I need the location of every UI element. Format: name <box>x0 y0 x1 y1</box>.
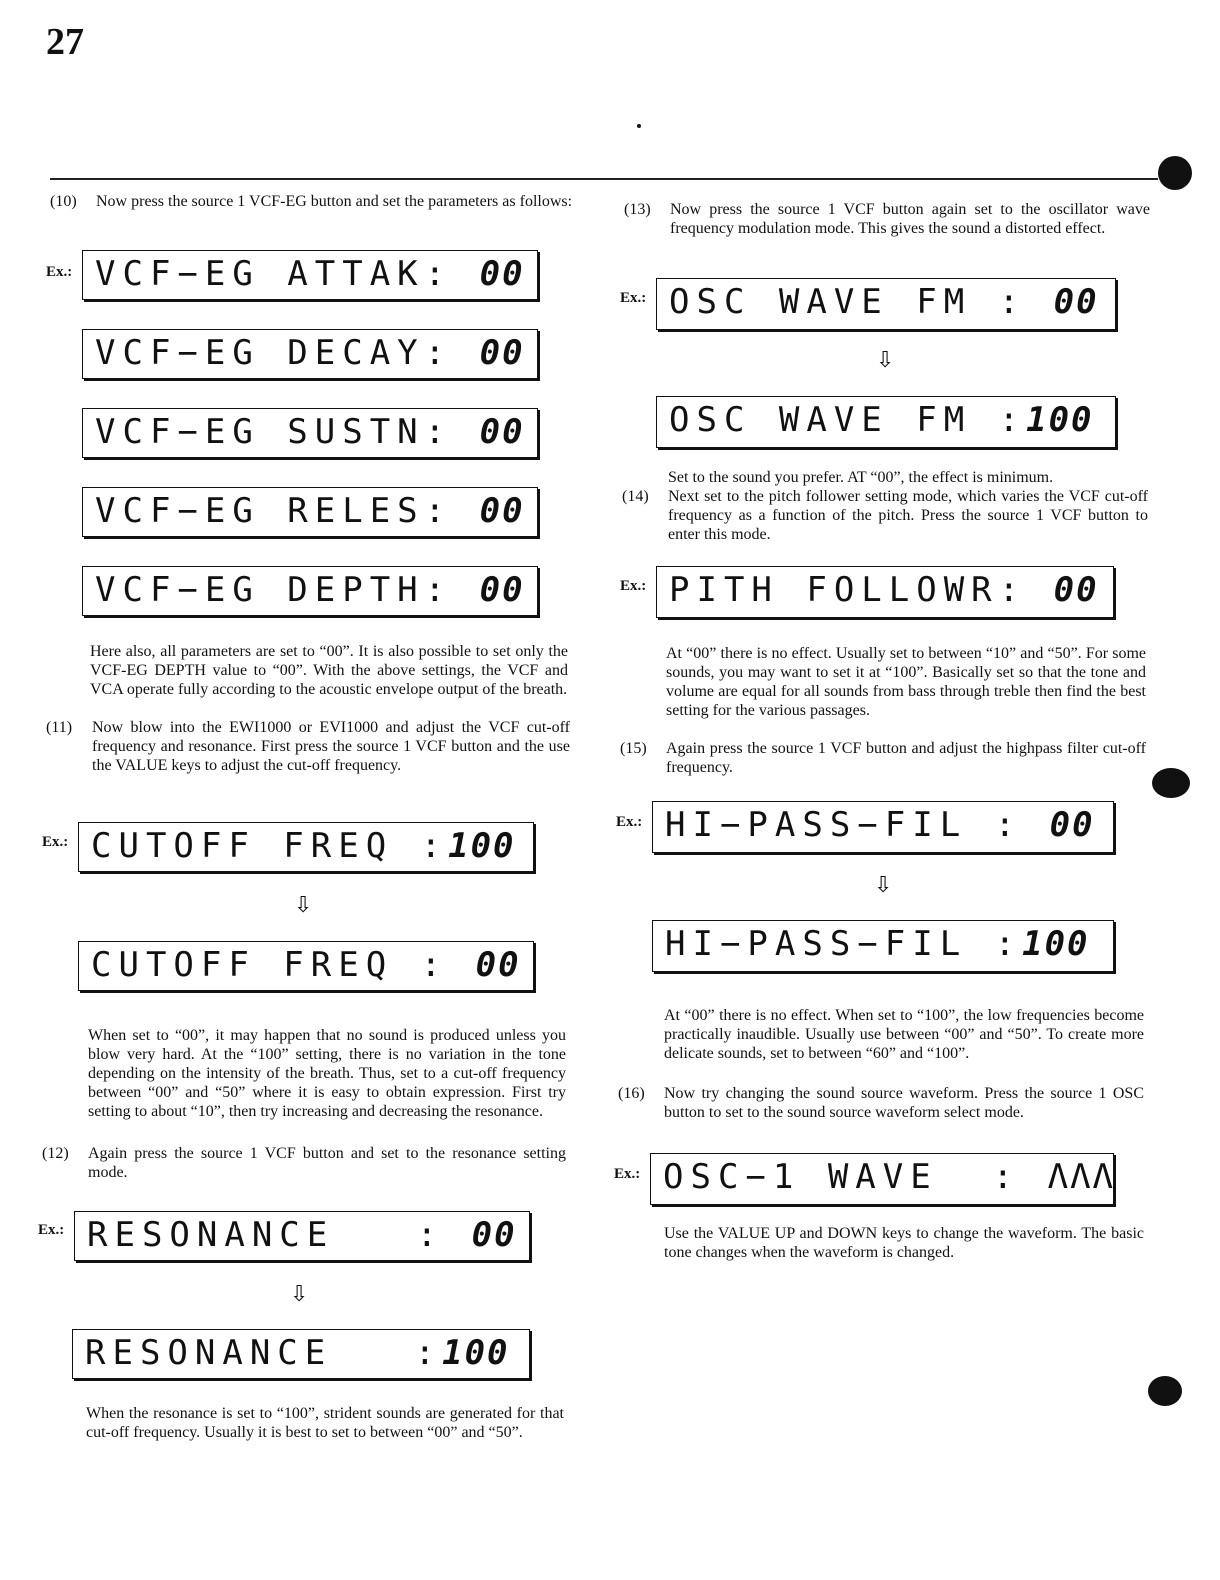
step-text: Next set to the pitch follower setting mode, which varies the VCF cut-off frequency as a function of the pitch. Press the source 1 VCF button to enter this mode. <box>668 488 1148 543</box>
lcd-osc-wave-fm-00 <box>656 278 1116 330</box>
lcd-hi-pass-00 <box>652 801 1114 853</box>
lcd-value: 00 <box>479 491 525 531</box>
lcd-label: VCF−EG RELES: <box>95 491 453 531</box>
lcd-vcfeg-attak <box>82 250 538 300</box>
waveform-icon: ΛΛΛ <box>1047 1157 1116 1197</box>
example-label: Ex.: <box>42 834 69 850</box>
lcd-label: HI−PASS−FIL : <box>665 805 1023 845</box>
lcd-label: CUTOFF FREQ : <box>91 826 449 866</box>
lcd-label: OSC WAVE FM : <box>669 282 1027 322</box>
lcd-label: VCF−EG ATTAK: <box>95 254 453 294</box>
lcd-label: VCF−EG DECAY: <box>95 333 453 373</box>
lcd-value: 00 <box>475 945 521 985</box>
lcd-value: 100 <box>442 1333 510 1373</box>
lcd-label: VCF−EG DEPTH: <box>95 570 453 610</box>
step-text: Now press the source 1 VCF button again set to the oscillator wave frequency modulation mode. This gives the sound a distorted effect. <box>670 201 1150 237</box>
paragraph: When the resonance is set to “100”, strident sounds are generated for that cut-off frequency. Usually it is best to set to between “00” and “50”. <box>86 1405 564 1441</box>
lcd-value: 100 <box>448 826 516 866</box>
step-number: (15) <box>620 740 647 757</box>
lcd-value: 00 <box>479 570 525 610</box>
lcd-label: VCF−EG SUSTN: <box>95 412 453 452</box>
paragraph: When set to “00”, it may happen that no sound is produced unless you blow very hard. At the “100” setting, there is no variation in the tone depending on the intensity of the breath. Thus, set to a cut-off frequency between “00” and “50” where it is easy to obtain expression. First try setting to about “10”, then try increasing and decreasing the resonance. <box>88 1027 566 1120</box>
step-text: Now press the source 1 VCF-EG button and set the parameters as follows: <box>96 193 573 210</box>
decorative-blot <box>1152 768 1190 798</box>
decorative-blot <box>1148 1376 1182 1406</box>
lcd-cutoff-00 <box>78 941 534 991</box>
paragraph: Set to the sound you prefer. AT “00”, the effect is minimum. <box>668 469 1054 486</box>
lcd-osc1-wave <box>650 1153 1114 1205</box>
paragraph: Use the VALUE UP and DOWN keys to change the waveform. The basic tone changes when the waveform is changed. <box>664 1225 1144 1261</box>
lcd-label: PITH FOLLOWR: <box>669 570 1027 610</box>
step-text: Again press the source 1 VCF button and set to the resonance setting mode. <box>88 1145 566 1181</box>
step-number: (10) <box>50 193 77 210</box>
lcd-label: RESONANCE : <box>85 1333 443 1373</box>
step-number: (14) <box>622 488 649 505</box>
example-label: Ex.: <box>620 290 647 306</box>
down-arrow-icon: ⇩ <box>876 348 895 373</box>
lcd-vcfeg-sustn <box>82 408 538 458</box>
lcd-pith-follower <box>656 566 1114 618</box>
lcd-value: 00 <box>1049 805 1095 845</box>
lcd-vcfeg-reles <box>82 487 538 537</box>
lcd-vcfeg-decay <box>82 329 538 379</box>
step-text: Now blow into the EWI1000 or EVI1000 and adjust the VCF cut-off frequency and resonance. First press the source 1 VCF button and the use the VALUE keys to adjust the cut-off frequency. <box>92 719 570 774</box>
lcd-value: 00 <box>479 254 525 294</box>
header-rule <box>50 178 1158 180</box>
step-number: (11) <box>46 719 73 736</box>
lcd-vcfeg-depth <box>82 566 538 616</box>
page-number: 27 <box>46 21 84 63</box>
lcd-hi-pass-100 <box>652 920 1114 972</box>
step-text: Again press the source 1 VCF button and adjust the highpass filter cut-off frequency. <box>666 740 1146 776</box>
lcd-value: 100 <box>1022 924 1090 964</box>
decorative-blot <box>1158 156 1192 190</box>
example-label: Ex.: <box>614 1166 641 1182</box>
lcd-value: 00 <box>1053 570 1099 610</box>
step-number: (12) <box>42 1145 69 1162</box>
lcd-label: HI−PASS−FIL : <box>665 924 1023 964</box>
example-label: Ex.: <box>620 578 647 594</box>
example-label: Ex.: <box>38 1222 65 1238</box>
down-arrow-icon: ⇩ <box>294 893 313 918</box>
example-label: Ex.: <box>616 814 643 830</box>
lcd-label: OSC WAVE FM : <box>669 400 1027 440</box>
down-arrow-icon: ⇩ <box>290 1282 309 1307</box>
lcd-resonance-00 <box>74 1211 530 1261</box>
lcd-value: 00 <box>1053 282 1099 322</box>
lcd-resonance-100 <box>72 1329 530 1379</box>
lcd-cutoff-100 <box>78 822 534 872</box>
speck <box>637 124 641 128</box>
lcd-value: 00 <box>479 333 525 373</box>
lcd-value: 100 <box>1026 400 1094 440</box>
step-text: Now try changing the sound source waveform. Press the source 1 OSC button to set to the sound source waveform select mode. <box>664 1085 1144 1121</box>
lcd-label: RESONANCE : <box>87 1215 445 1255</box>
paragraph: Here also, all parameters are set to “00”. It is also possible to set only the VCF-EG DEPTH value to “00”. With the above settings, the VCF and VCA operate fully according to the acoustic envelope output of the breath. <box>90 643 568 698</box>
example-label: Ex.: <box>46 264 73 280</box>
lcd-osc-wave-fm-100 <box>656 396 1116 448</box>
lcd-value: 00 <box>471 1215 517 1255</box>
down-arrow-icon: ⇩ <box>874 873 893 898</box>
paragraph: At “00” there is no effect. Usually set to between “10” and “50”. For some sounds, you may want to set it at “100”. Basically set so that the tone and volume are equal for all sounds from bass through treble then find the best setting for the various passages. <box>666 645 1146 719</box>
lcd-label: CUTOFF FREQ : <box>91 945 449 985</box>
lcd-label: OSC−1 WAVE : <box>663 1157 1021 1197</box>
paragraph: At “00” there is no effect. When set to “100”, the low frequencies become practically inaudible. Usually use between “00” and “50”. To create more delicate sounds, set to between “60” and “100”. <box>664 1007 1144 1062</box>
step-number: (13) <box>624 201 651 218</box>
lcd-value: 00 <box>479 412 525 452</box>
step-number: (16) <box>618 1085 645 1102</box>
